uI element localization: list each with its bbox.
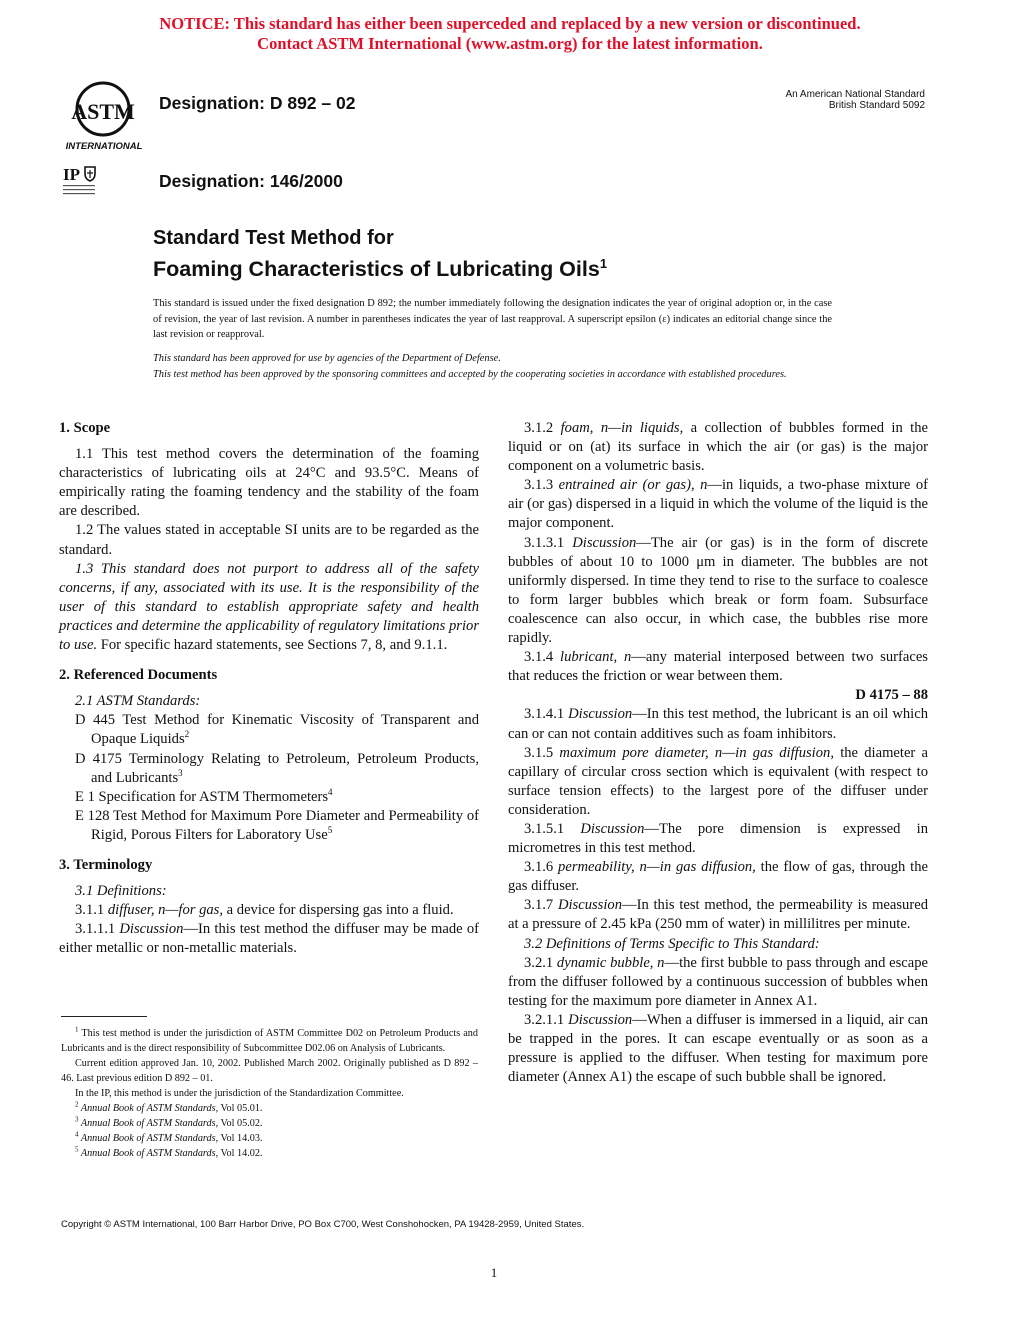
page-number: 1 bbox=[490, 1265, 498, 1280]
section-2-heading: 2. Referenced Documents bbox=[59, 667, 218, 684]
para-1-2: 1.2 The values stated in acceptable SI units are to be regarded as the standard. bbox=[59, 522, 479, 558]
approval-notes bbox=[153, 351, 832, 382]
designation-astm: Designation: D 892 – 02 bbox=[159, 93, 356, 113]
withdrawal-notice bbox=[0, 14, 1020, 54]
dod-approval-note: This standard has been approved for use by agencies of the Department of Defense. bbox=[153, 353, 501, 364]
footnote-1-edition: Current edition approved Jan. 10, 2002. Published March 2002. Originally published as D 892 – 46. Last previous edition D 892 – 01. bbox=[61, 1058, 478, 1084]
ip-logo bbox=[63, 163, 103, 197]
national-standard-note bbox=[785, 89, 925, 111]
sponsoring-approval-note: This test method has been approved by the sponsoring committees and accepted by the cooperating societies in accordance with established procedures. bbox=[153, 368, 787, 380]
para-3-1-4: 3.1.4 lubricant, n—any material interposed between two surfaces that reduces the friction or wear between them. bbox=[508, 649, 928, 685]
notice-line-1: NOTICE: This standard has either been superceded and replaced by a new version or discontinued. bbox=[159, 14, 861, 33]
astm-logo-letters: ASTM bbox=[71, 99, 135, 124]
right-column bbox=[508, 419, 928, 1087]
footnote-2: $^2$ Annual Book of ASTM Standards, Vol 05.01. bbox=[75, 1100, 263, 1114]
para-3-2-1: 3.2.1 dynamic bubble, n—the first bubble to pass through and escape from the diffuser followed by a continuous succession of bubbles when testing for the maximum pore diameter in Annex A1. bbox=[508, 954, 929, 1009]
footnotes bbox=[61, 1026, 478, 1161]
copyright-line: Copyright © ASTM International, 100 Barr Harbor Drive, PO Box C700, West Conshohocken, PA 19428-2959, United States. bbox=[61, 1219, 585, 1230]
footnote-3: $^3$ Annual Book of ASTM Standards, Vol 05.02. bbox=[75, 1115, 263, 1129]
section-3-heading: 3. Terminology bbox=[59, 856, 153, 873]
para-3-1-4-1: 3.1.4.1 Discussion—In this test method, the lubricant is an oil which can or can not contain additives such as foam inhibitors. bbox=[508, 706, 929, 742]
national-standard-line-1: An American National Standard bbox=[785, 89, 925, 100]
para-3-1-5: 3.1.5 maximum pore diameter, n—in gas diffusion, the diameter a capillary of circular cross section which is equivalent (with respect to surface tension effects) to the largest pore of the diffuser under consideration. bbox=[508, 744, 928, 818]
footnote-1-ip: In the IP, this method is under the jurisdiction of the Standardization Committee. bbox=[75, 1088, 404, 1099]
document-title bbox=[153, 226, 607, 283]
title-line-1: Standard Test Method for bbox=[153, 227, 394, 249]
issuance-note: This standard is issued under the fixed designation D 892; the number immediately following the designation indicates the year of original adoption or, in the case of revision, the year of last revision. A number in parentheses indicates the year of last reapproval. A superscript epsilon (ε) indicates an editorial change since the last revision or reapproval. bbox=[153, 298, 832, 340]
footnote-5: $^5$ Annual Book of ASTM Standards, Vol 14.02. bbox=[75, 1145, 263, 1159]
footnote-1: $^1$ This test method is under the jurisdiction of ASTM Committee D02 on Petroleum Products and Lubricants and is the direct responsibility of Subcommittee D02.06 on Analysis of Lubricants. bbox=[61, 1025, 478, 1054]
para-3-2: 3.2 Definitions of Terms Specific to This Standard: bbox=[524, 935, 820, 952]
designation-ip: Designation: 146/2000 bbox=[159, 171, 343, 191]
para-3-1-3: 3.1.3 entrained air (or gas), n—in liquids, a two-phase mixture of air (or gas) dispersed in a liquid in which the volume of the liquid is the major component. bbox=[508, 477, 928, 532]
ip-logo-letters: IP bbox=[63, 165, 80, 184]
ip-logo-icon bbox=[63, 163, 103, 197]
para-1-1: 1.1 This test method covers the determination of the foaming characteristics of lubricating oils at 24°C and 93.5°C. Means of empirically rating the foaming tendency and the stability of the foam are described. bbox=[59, 446, 479, 520]
notice-line-2: Contact ASTM International (www.astm.org) for the latest information. bbox=[257, 34, 763, 53]
title-footnote-mark: 1 bbox=[599, 256, 608, 271]
reference-d4175: D 4175 Terminology Relating to Petroleum, Petroleum Products, and Lubricants$^3$ bbox=[75, 750, 479, 786]
astm-logo-icon bbox=[63, 76, 145, 152]
title-line-2: Foaming Characteristics of Lubricating Oils$^1$ bbox=[153, 256, 608, 282]
para-1-3: 1.3 This standard does not purport to address all of the safety concerns, if any, associated with its use. It is the responsibility of the user of this standard to establish appropriate safety and health practices and determine the applicability of regulatory limitations prior to use. For specific hazard statements, see Sections 7, 8, and 9.1.1. bbox=[59, 560, 479, 654]
para-3-1: 3.1 Definitions: bbox=[75, 883, 167, 900]
para-3-1-5-1: 3.1.5.1 Discussion—The pore dimension is expressed in micrometres in this test method. bbox=[508, 820, 928, 857]
reference-e128: E 128 Test Method for Maximum Pore Diameter and Permeability of Rigid, Porous Filters for Laboratory Use$^5$ bbox=[75, 807, 479, 843]
reference-d445: D 445 Test Method for Kinematic Viscosity of Transparent and Opaque Liquids$^2$ bbox=[75, 712, 479, 748]
left-column bbox=[59, 419, 479, 958]
astm-logo-caption: INTERNATIONAL bbox=[65, 141, 143, 152]
para-3-1-1-1: 3.1.1.1 Discussion—In this test method the diffuser may be made of either metallic or non-metallic materials. bbox=[59, 921, 480, 957]
astm-international-logo bbox=[63, 76, 145, 152]
section-1-heading: 1. Scope bbox=[59, 420, 111, 436]
para-3-2-1-1: 3.2.1.1 Discussion—When a diffuser is immersed in a liquid, air can be trapped in the pores. It can escape eventually or as soon as a pressure is applied to the diffuser. When testing for maximum pore diameter (Annex A1) the escape of such bubble shall be ignored. bbox=[508, 1011, 928, 1086]
footnote-separator bbox=[61, 1016, 147, 1017]
para-3-1-4-source: D 4175 – 88 bbox=[855, 687, 928, 704]
para-3-1-3-1: 3.1.3.1 Discussion—The air (or gas) is in the form of discrete bubbles of about 10 to 1000 μm in diameter. The bubbles are not uniformly dispersed. In time they tend to rise to the surface to coalesce to form larger bubbles which break or form foam. Subsurface coalescence can also occur, in which case, the bubbles rise more rapidly. bbox=[508, 534, 928, 647]
para-2-1: 2.1 ASTM Standards: bbox=[75, 693, 201, 710]
para-3-1-1: 3.1.1 diffuser, n—for gas, a device for dispersing gas into a fluid. bbox=[75, 902, 454, 919]
para-3-1-2: 3.1.2 foam, n—in liquids, a collection of bubbles formed in the liquid or on (at) its surface in which the air (or gas) is the major component on a volumetric basis. bbox=[508, 420, 928, 475]
footnote-4: $^4$ Annual Book of ASTM Standards, Vol 14.03. bbox=[75, 1130, 263, 1144]
national-standard-line-2: British Standard 5092 bbox=[828, 100, 925, 111]
reference-e1: E 1 Specification for ASTM Thermometers$^4$ bbox=[75, 786, 333, 805]
para-3-1-6: 3.1.6 permeability, n—in gas diffusion, the flow of gas, through the gas diffuser. bbox=[508, 859, 928, 895]
para-3-1-7: 3.1.7 Discussion—In this test method, the permeability is measured at a pressure of 2.45 kPa (250 mm of water) in millilitres per minute. bbox=[508, 897, 928, 933]
